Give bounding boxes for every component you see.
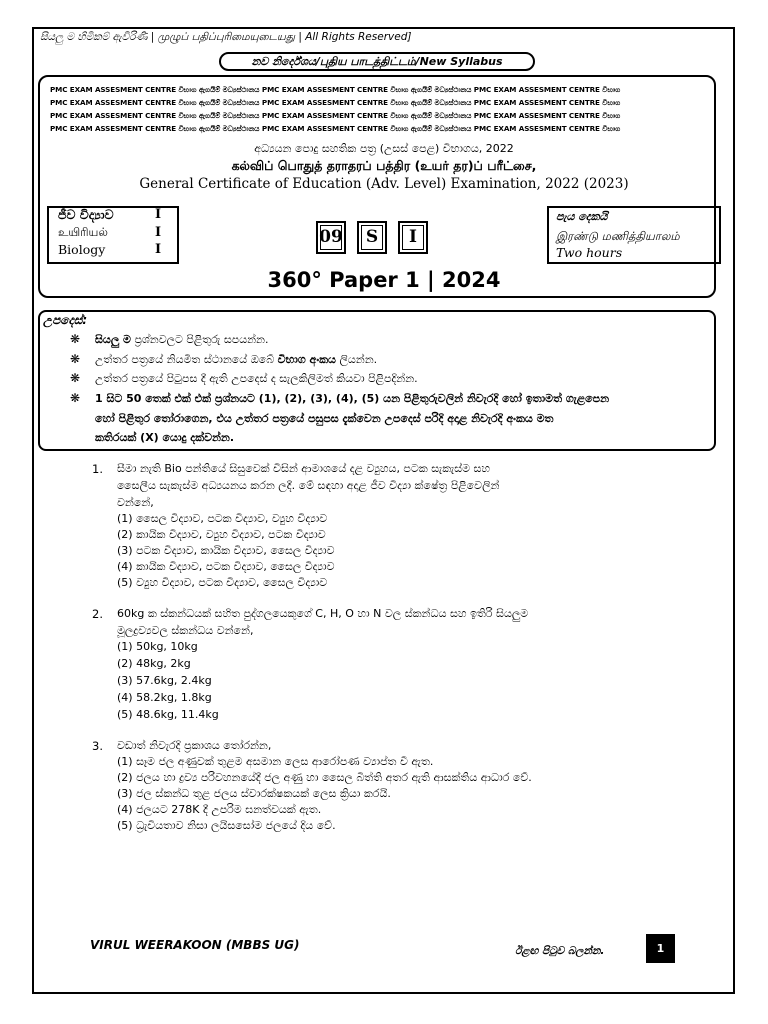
answer-option: (3) ජල ස්කන්ධ තුළ ජලය ස්වාරක්ෂකයක් ලෙස ක්‍රියා කරයි.: [117, 787, 391, 800]
answer-option: (4) ජලයට 278K දී උපරිම ඝනත්වයක් ඇත.: [117, 803, 322, 816]
answer-option: (5) ව්‍යුහ විද්‍යාව, පටක විද්‍යාව, සෛල විද්‍යාව: [117, 576, 328, 589]
answer-option: (3) පටක විද්‍යාව, කායික විද්‍යාව, සෛල විද්‍යාව: [117, 544, 335, 557]
subject-sinhala: ජීව විද්‍යාව: [58, 207, 114, 222]
turn-over-note: ඊළඟ පිටුව බලන්න.: [515, 945, 605, 957]
code-box-paper: I: [398, 221, 428, 254]
question-text: මූලද්‍රව්‍යවල ස්කන්ධය වන්නේ,: [117, 624, 254, 637]
question-number: 1.: [92, 462, 103, 476]
instructions-title: උපදෙස්:: [43, 313, 88, 327]
paper-title: 360° Paper 1 | 2024: [267, 268, 501, 292]
answer-option: (4) කායික විද්‍යාව, පටක විද්‍යාව, සෛල විද්‍යාව: [117, 560, 335, 573]
answer-option: (1) 50kg, 10kg: [117, 640, 198, 653]
subject-paper-number: I: [155, 242, 162, 257]
subject-english: Biology: [58, 242, 106, 257]
instruction-item-cont: හෝ පිළිතුර තෝරාගෙන, එය උත්තර පත්‍රයේ පසුපස දැක්වෙන උපදෙස් පරිදි අදාළ නිවැරදි අංකය මත: [95, 412, 554, 425]
code-box-subject: 09: [316, 221, 346, 254]
rights-notice: සියලු ම හිමිකම් ඇවිරිණි | முழுப் பதிப்புரிமையுடையது | All Rights Reserved]: [40, 31, 412, 43]
answer-option: (1) සෛල විද්‍යාව, පටක විද්‍යාව, ව්‍යුහ විද්‍යාව: [117, 512, 328, 525]
bullet-icon: ❋: [70, 391, 81, 405]
instruction-item: 1 සිට 50 තෙක් එක් එක් ප්‍රශ්නයට (1), (2), (3), (4), (5) යන පිළිතුරුවලින් නිවැරදි හෝ ඉතාමත් ගැළපෙන: [95, 392, 610, 405]
answer-option: (1) සෑම ජල අණුවක් තුළම අසමාන ලෙස ආරෝපණ ව්‍යාප්ත වී ඇත.: [117, 755, 434, 768]
answer-option: (3) 57.6kg, 2.4kg: [117, 674, 212, 687]
pmc-watermark-line: PMC EXAM ASSESMENT CENTRE විභාග ඇගයීම් මධ්‍යස්ථානය PMC EXAM ASSESMENT CENTRE විභාග ඇගයීම් මධ්‍යස්ථානය PMC EXAM ASSESMENT CENTRE විභාග: [50, 124, 621, 133]
question-number: 2.: [92, 607, 103, 621]
exam-title-sinhala: අධ්‍යයන පොදු සහතික පත්‍ර (උසස් පෙළ) විභාගය, 2022: [254, 142, 514, 155]
page-number: 1: [646, 934, 675, 963]
question-text: වන්නේ,: [117, 496, 154, 509]
instruction-item: සියලු ම ප්‍රශ්නවලට පිළිතුරු සපයන්න.: [95, 333, 269, 346]
question-text: 60kg ක ස්කන්ධයක් සහිත පුද්ගලයෙකුගේ C, H, O හා N වල ස්කන්ධය සහ ඉතිරි සියලුම: [117, 607, 529, 620]
instruction-item: උත්තර පත්‍රයේ පිටුපස දී ඇති උපදෙස් ද සැලකිලිමත් කියවා පිළිපදින්න.: [95, 372, 418, 385]
answer-option: (2) ජලය හා ද්‍රව්‍ය පරිවහනයේදී ජල අණු හා සෛල බිත්ති අතර ඇති ආසක්තිය ආධාර වේ.: [117, 771, 532, 784]
syllabus-badge: නව නිර්දේශය/புதிய பாடத்திட்டம்/New Syllabus: [219, 52, 535, 71]
time-english: Two hours: [556, 245, 623, 260]
time-tamil: இரண்டு மணித்தியாலம்: [556, 229, 680, 243]
subject-tamil: உயிரியல்: [58, 225, 108, 239]
question-number: 3.: [92, 739, 103, 753]
exam-title-english: General Certificate of Education (Adv. Level) Examination, 2022 (2023): [139, 176, 629, 192]
answer-option: (2) කායික විද්‍යාව, ව්‍යුහ විද්‍යාව, පටක විද්‍යාව: [117, 528, 326, 541]
answer-option: (4) 58.2kg, 1.8kg: [117, 691, 212, 704]
instruction-item: උත්තර පත්‍රයේ නියමිත ස්ථානයේ ඔබේ විභාග අංකය ලියන්න.: [95, 353, 378, 366]
answer-option: (5) ධ්‍රැවීයතාව නිසා ලයිසසෝම ජලයේ දිය වේ.: [117, 819, 336, 832]
time-sinhala: පැය දෙකයි: [556, 210, 608, 223]
author-credit: VIRUL WEERAKOON (MBBS UG): [90, 938, 300, 952]
question-text: සීමා නැති Bio පන්තියේ සිසුවෙක් විසින් ආමාශයේ දළ ව්‍යුහය, පටක සැකැස්ම සහ: [117, 462, 491, 475]
bullet-icon: ❋: [70, 352, 81, 366]
bullet-icon: ❋: [70, 371, 81, 385]
question-text: වඩාත් නිවැරදි ප්‍රකාශය තෝරන්න,: [117, 739, 272, 752]
answer-option: (2) 48kg, 2kg: [117, 657, 191, 670]
code-box-medium: S: [357, 221, 387, 254]
answer-option: (5) 48.6kg, 11.4kg: [117, 708, 219, 721]
pmc-watermark-line: PMC EXAM ASSESMENT CENTRE විභාග ඇගයීම් මධ්‍යස්ථානය PMC EXAM ASSESMENT CENTRE විභාග ඇගයීම් මධ්‍යස්ථානය PMC EXAM ASSESMENT CENTRE විභාග: [50, 98, 621, 107]
pmc-watermark-line: PMC EXAM ASSESMENT CENTRE විභාග ඇගයීම් මධ්‍යස්ථානය PMC EXAM ASSESMENT CENTRE විභාග ඇගයීම් මධ්‍යස්ථානය PMC EXAM ASSESMENT CENTRE විභාග: [50, 111, 621, 120]
question-text: සෛලීය සැකැස්ම අධ්‍යයනය කරන ලදී. මේ සඳහා අදාළ ජීව විද්‍යා ක්ෂේත්‍ර පිළිවෙලින්: [117, 479, 500, 492]
subject-paper-number: I: [155, 225, 162, 240]
bullet-icon: ❋: [70, 332, 81, 346]
pmc-watermark-line: PMC EXAM ASSESMENT CENTRE විභාග ඇගයීම් මධ්‍යස්ථානය PMC EXAM ASSESMENT CENTRE විභාග ඇගයීම් මධ්‍යස්ථානය PMC EXAM ASSESMENT CENTRE විභාග: [50, 85, 621, 94]
subject-paper-number: I: [155, 207, 162, 222]
instruction-item-cont: කතිරයක් (X) යොදු දක්වන්න.: [95, 431, 235, 444]
exam-title-tamil: கல்விப் பொதுத் தராதரப் பத்திர (உயர் தர)ப் பரீட்சை,: [231, 158, 537, 173]
